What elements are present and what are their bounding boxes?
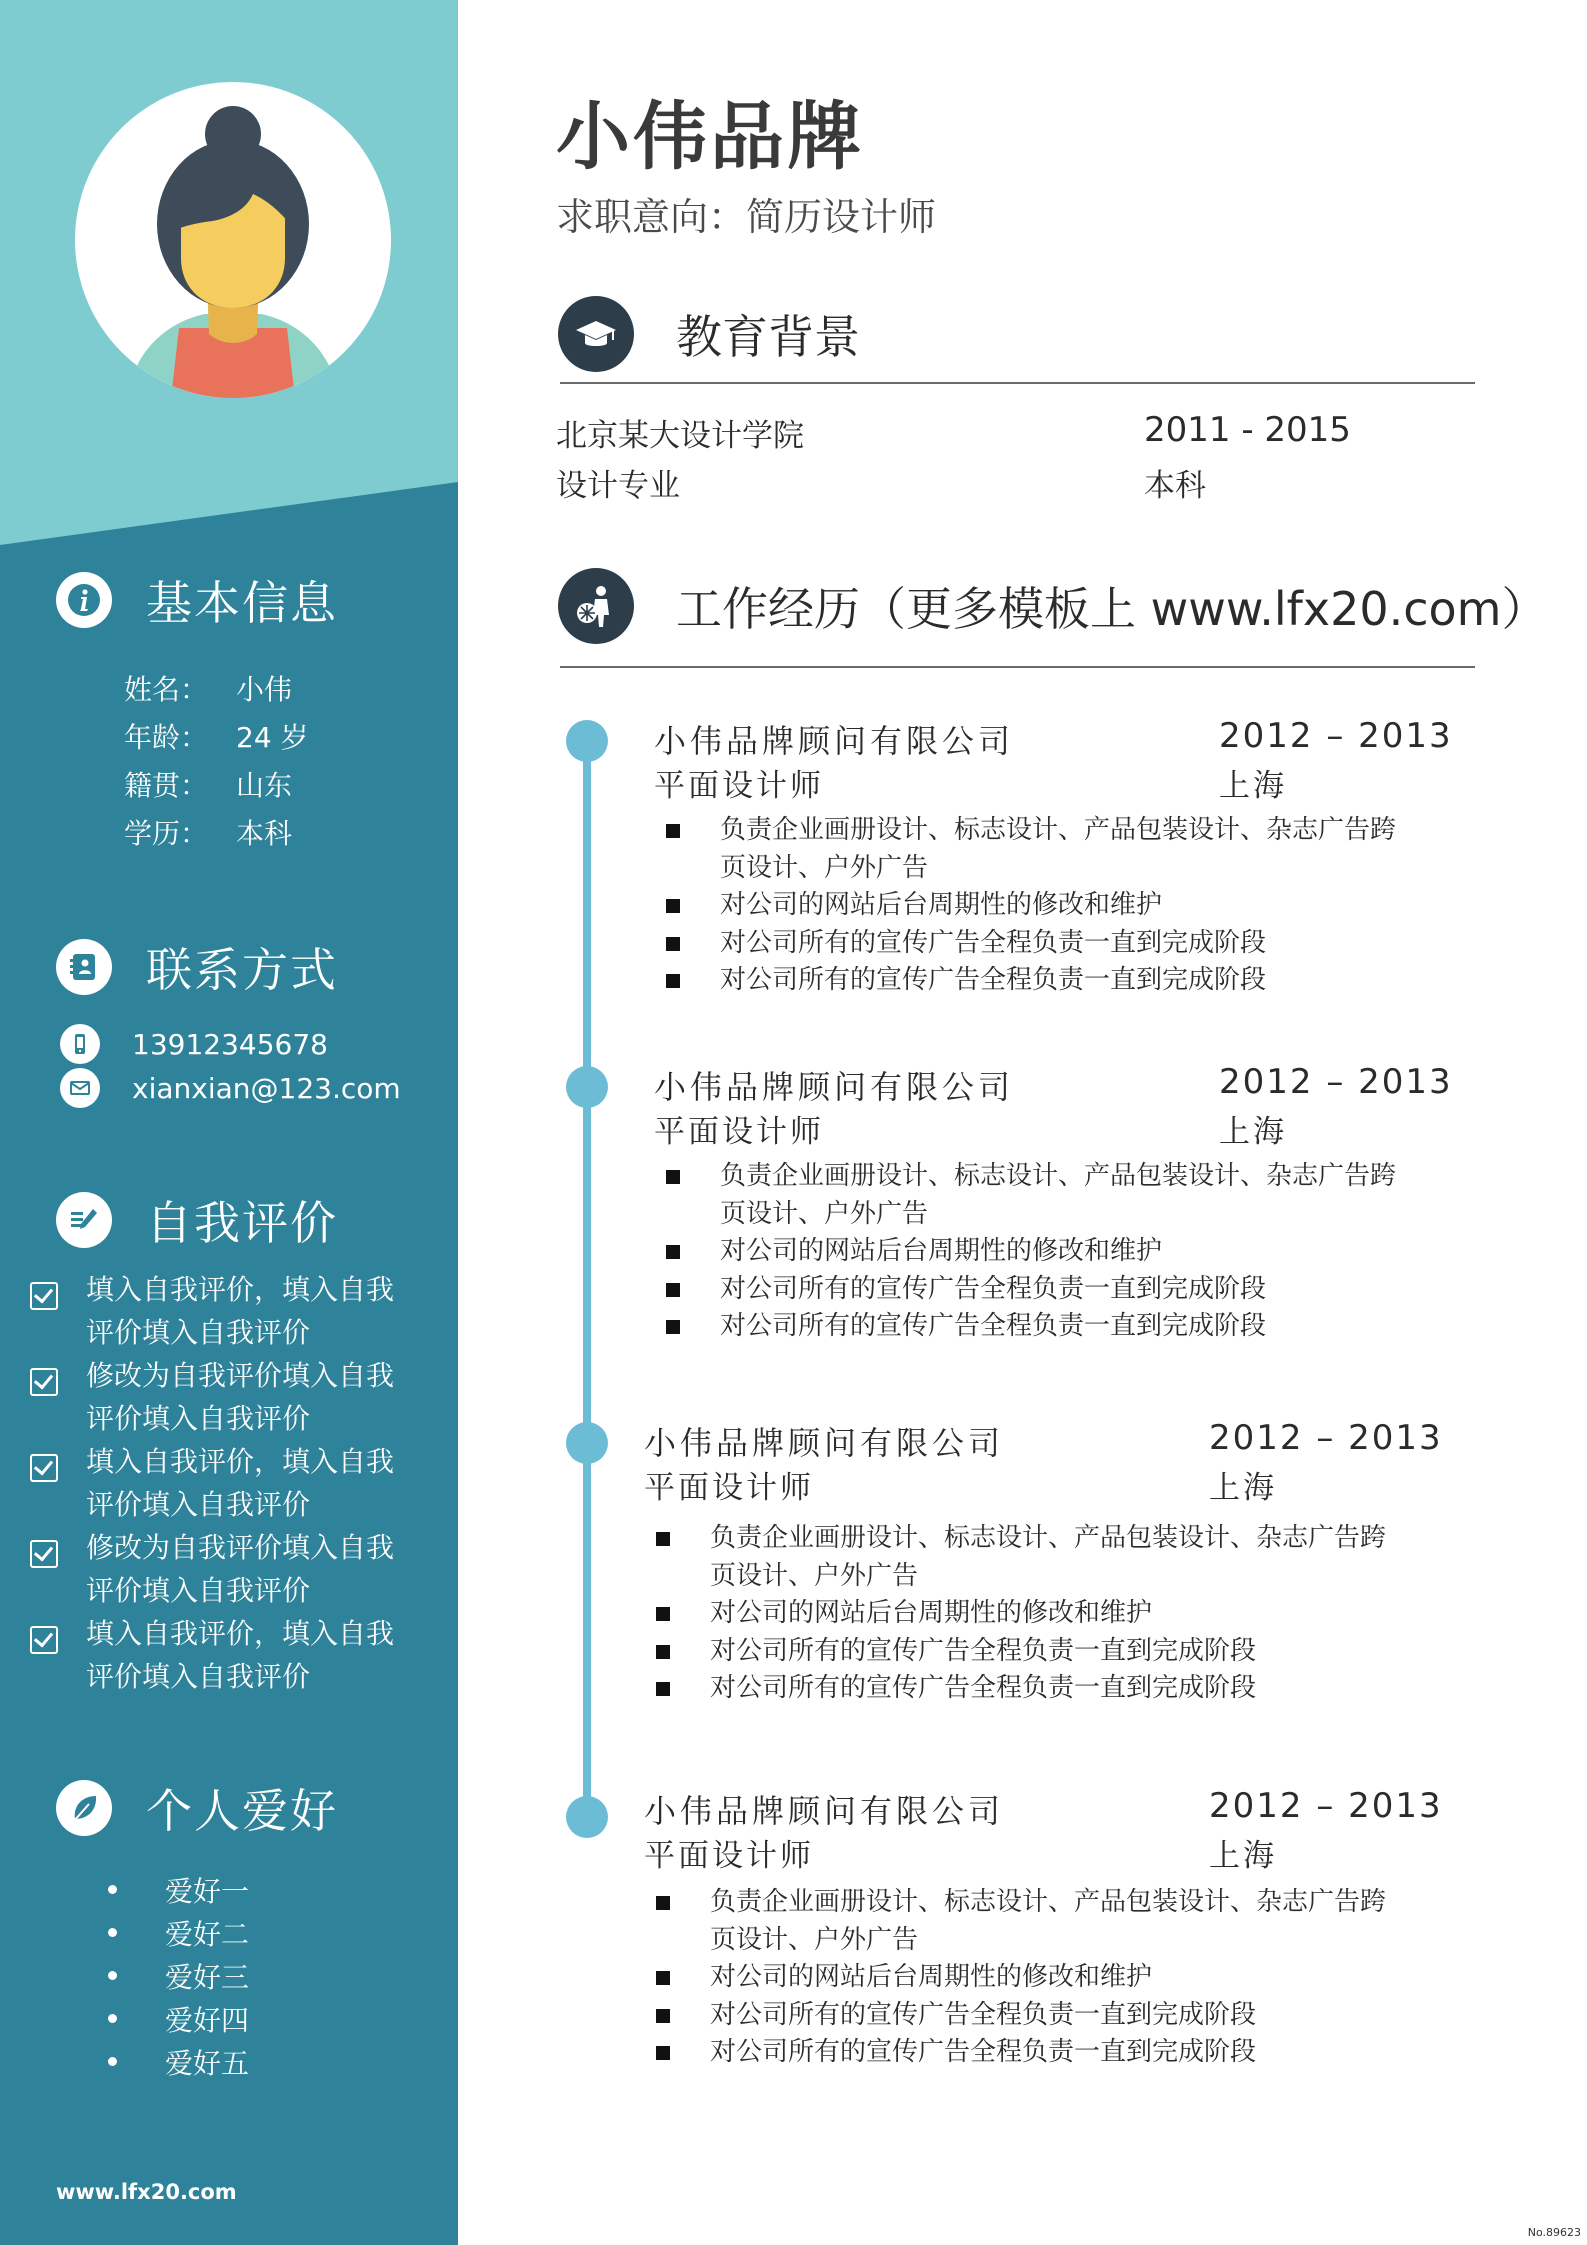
square-bullet-icon [666,1170,680,1184]
contact-heading [56,934,338,1000]
worker-icon [558,568,634,644]
footer-url[interactable]: www.lfx20.com [56,2180,237,2204]
timeline-dot [566,1422,608,1464]
job-subheader-row [654,1106,1514,1150]
eval-item [30,1440,450,1526]
info-row-name [124,664,309,712]
square-bullet-icon [666,1245,680,1259]
duty-item [644,1670,1504,1708]
info-label: 姓名： [124,673,209,706]
duty-item [644,1520,1504,1595]
hobby-label: 爱好二 [165,1917,250,1951]
avatar [75,82,391,398]
eval-text: 填入自我评价，填入自我评价填入自我评价 [86,1617,395,1693]
job-header-row [654,716,1514,760]
timeline-dot [566,1796,608,1838]
duty-text: 对公司所有的宣传广告全程负责一直到完成阶段 [720,927,1267,958]
checkbox-icon [30,1368,58,1396]
eval-text: 填入自我评价，填入自我评价填入自我评价 [86,1445,395,1521]
education-years: 2011 - 2015 [1144,410,1351,450]
education-heading [558,296,860,372]
hobby-item [108,1911,249,1954]
hobby-label: 爱好一 [165,1874,250,1908]
duty-item [654,812,1514,887]
eval-text: 修改为自我评价填入自我评价填入自我评价 [86,1359,395,1435]
hobby-label: 爱好三 [165,1960,250,1994]
basic-info-list [124,664,309,856]
job-entry [654,716,1514,1000]
duty-text: 负责企业画册设计、标志设计、产品包装设计、杂志广告跨页设计、户外广告 [710,1523,1387,1591]
info-row-hometown [124,760,309,808]
graduation-cap-icon [558,296,634,372]
duty-item [654,1308,1514,1346]
bullet-dot-icon [108,1971,117,1980]
job-years: 2012 – 2013 [1209,1786,1443,1826]
info-value: 小伟 [236,673,293,706]
duty-text: 对公司的网站后台周期性的修改和维护 [720,890,1163,920]
job-entry [644,1786,1504,2072]
duty-list [644,1520,1504,1708]
duty-text: 对公司所有的宣传广告全程负责一直到完成阶段 [710,1999,1257,2030]
job-subheader-row [644,1462,1504,1506]
duty-list [644,1884,1504,2072]
duty-item [654,962,1514,1000]
job-subheader-row [644,1830,1504,1874]
page-title: 小伟品牌 [556,94,864,180]
bullet-dot-icon [108,1928,117,1937]
timeline-line [583,740,591,1820]
checkbox-icon [30,1282,58,1310]
duty-text: 对公司的网站后台周期性的修改和维护 [710,1598,1153,1628]
contact-list [60,1022,401,1110]
bullet-dot-icon [108,1885,117,1894]
contact-book-icon [56,939,112,995]
contact-email-row [60,1066,401,1110]
duty-item [644,1959,1504,1997]
eval-item [30,1354,450,1440]
education-row [556,410,1456,460]
duty-item [644,1633,1504,1671]
duty-item [654,925,1514,963]
hobbies-title: 个人爱好 [146,1784,338,1838]
eval-item [30,1526,450,1612]
duty-text: 对公司的网站后台周期性的修改和维护 [720,1236,1163,1266]
duty-item [654,1233,1514,1271]
job-years: 2012 – 2013 [1219,1062,1453,1102]
job-role: 平面设计师 [644,1838,814,1874]
square-bullet-icon [666,974,680,988]
duty-item [654,1271,1514,1309]
info-icon [56,572,112,628]
duty-text: 对公司所有的宣传广告全程负责一直到完成阶段 [720,1311,1267,1341]
timeline-dot [566,1066,608,1108]
checkbox-icon [30,1454,58,1482]
duty-text: 对公司所有的宣传广告全程负责一直到完成阶段 [720,965,1267,995]
job-header-row [654,1062,1514,1106]
hobby-item [108,1868,249,1911]
info-value: 24 岁 [236,721,309,754]
school-name: 北京某大设计学院 [556,418,804,454]
hobbies-heading [56,1775,338,1841]
info-label: 年龄： [124,721,209,754]
square-bullet-icon [656,2046,670,2060]
job-years: 2012 – 2013 [1209,1418,1443,1458]
self-eval-list [30,1268,450,1698]
hobby-item [108,1997,249,2040]
job-entry [644,1418,1504,1708]
job-company: 小伟品牌顾问有限公司 [644,1792,1005,1830]
square-bullet-icon [656,1682,670,1696]
job-entry [654,1062,1514,1346]
duty-item [644,1884,1504,1959]
work-heading [558,568,1547,644]
square-bullet-icon [656,2009,670,2023]
basic-info-heading [56,567,338,633]
contact-phone-row [60,1022,401,1066]
job-company: 小伟品牌顾问有限公司 [644,1424,1005,1462]
duty-item [654,887,1514,925]
duty-text: 对公司所有的宣传广告全程负责一直到完成阶段 [710,1635,1257,1666]
hobby-item [108,1954,249,1997]
divider [560,666,1475,668]
square-bullet-icon [666,824,680,838]
avatar-illustration [75,82,391,398]
job-header-row [644,1786,1504,1830]
duty-text: 对公司的网站后台周期性的修改和维护 [710,1962,1153,1992]
square-bullet-icon [666,1320,680,1334]
square-bullet-icon [666,1283,680,1297]
duty-text: 对公司所有的宣传广告全程负责一直到完成阶段 [710,1673,1257,1703]
hobby-label: 爱好五 [165,2046,250,2080]
checkbox-icon [30,1540,58,1568]
job-subheader-row [654,760,1514,804]
square-bullet-icon [666,937,680,951]
work-title: 工作经历（更多模板上 www.lfx20.com） [676,582,1548,636]
leaf-icon [56,1780,112,1836]
education-title: 教育背景 [676,310,860,364]
info-row-education [124,808,309,856]
contact-email[interactable]: xianxian@123.com [132,1071,401,1105]
job-role: 平面设计师 [644,1470,814,1506]
education-entry [556,410,1456,510]
self-eval-heading [56,1187,338,1253]
square-bullet-icon [656,1645,670,1659]
hobby-list [108,1868,249,2083]
eval-text: 修改为自我评价填入自我评价填入自我评价 [86,1531,395,1607]
info-label: 籍贯： [124,769,209,802]
hobby-label: 爱好四 [165,2003,250,2037]
degree: 本科 [1144,468,1206,504]
major: 设计专业 [556,468,680,504]
job-company: 小伟品牌顾问有限公司 [654,722,1015,760]
hobby-item [108,2040,249,2083]
info-value: 本科 [236,817,293,850]
timeline-dot [566,720,608,762]
job-location: 上海 [1209,1838,1277,1874]
edit-icon [56,1192,112,1248]
job-location: 上海 [1209,1470,1277,1506]
contact-title: 联系方式 [146,943,338,997]
divider [560,382,1475,384]
square-bullet-icon [656,1532,670,1546]
bullet-dot-icon [108,2057,117,2066]
eval-item [30,1268,450,1354]
job-company: 小伟品牌顾问有限公司 [654,1068,1015,1106]
info-row-age [124,712,309,760]
eval-item [30,1612,450,1698]
job-header-row [644,1418,1504,1462]
job-role: 平面设计师 [654,768,824,804]
info-value: 山东 [236,769,293,802]
duty-text: 对公司所有的宣传广告全程负责一直到完成阶段 [720,1273,1267,1304]
duty-text: 负责企业画册设计、标志设计、产品包装设计、杂志广告跨页设计、户外广告 [720,1161,1397,1229]
job-role: 平面设计师 [654,1114,824,1150]
job-years: 2012 – 2013 [1219,716,1453,756]
duty-item [654,1158,1514,1233]
duty-text: 负责企业画册设计、标志设计、产品包装设计、杂志广告跨页设计、户外广告 [710,1887,1387,1955]
eval-text: 填入自我评价，填入自我评价填入自我评价 [86,1273,395,1349]
job-location: 上海 [1219,768,1287,804]
basic-info-title: 基本信息 [146,576,338,630]
square-bullet-icon [656,1896,670,1910]
duty-list [654,1158,1514,1346]
contact-phone[interactable]: 13912345678 [132,1027,328,1061]
checkbox-icon [30,1626,58,1654]
bullet-dot-icon [108,2014,117,2023]
duty-item [644,2034,1504,2072]
sidebar [0,0,458,2245]
square-bullet-icon [656,1971,670,1985]
duty-text: 负责企业画册设计、标志设计、产品包装设计、杂志广告跨页设计、户外广告 [720,815,1397,883]
mail-icon [60,1068,100,1108]
job-location: 上海 [1219,1114,1287,1150]
education-row [556,460,1456,510]
phone-icon [60,1024,100,1064]
info-label: 学历： [124,817,209,850]
square-bullet-icon [656,1607,670,1621]
duty-list [654,812,1514,1000]
document-number: No.89623 [1527,2226,1581,2239]
self-eval-title: 自我评价 [146,1196,338,1250]
job-intent: 求职意向：简历设计师 [556,195,937,239]
square-bullet-icon [666,899,680,913]
duty-item [644,1595,1504,1633]
duty-item [644,1997,1504,2035]
duty-text: 对公司所有的宣传广告全程负责一直到完成阶段 [710,2037,1257,2067]
